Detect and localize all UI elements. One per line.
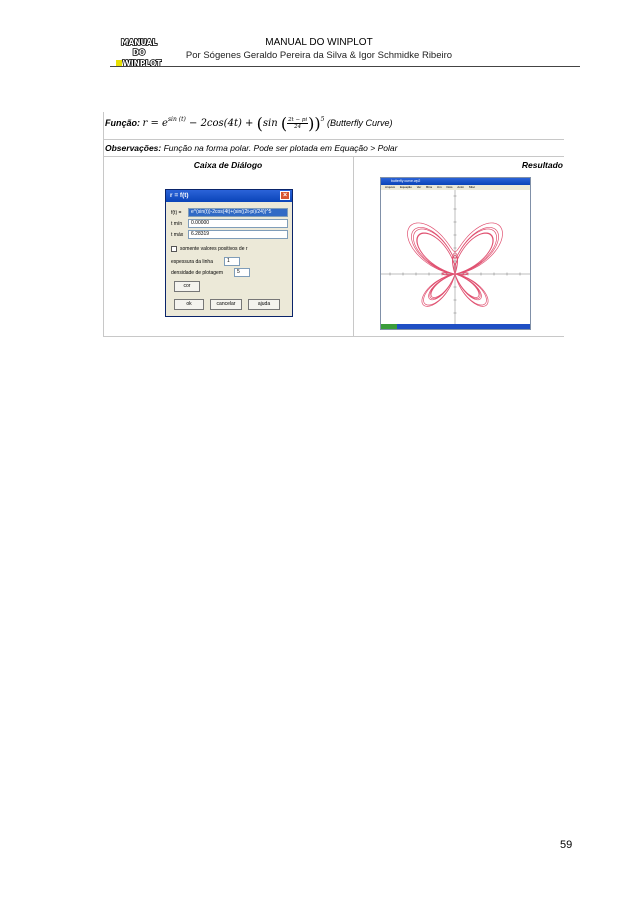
table-divider [103,139,564,140]
menu-item[interactable]: Anim [457,185,465,189]
tmax-field[interactable]: 6.28319 [188,230,288,239]
density-field[interactable]: 5 [234,268,250,277]
function-row [105,114,393,133]
page-number: 59 [560,839,573,851]
density-label: densidade de plotagem [171,270,223,276]
menu-item[interactable]: Ver [416,185,422,189]
menu-item[interactable]: Misc [468,185,476,189]
header-subtitle: Por Sógenes Geraldo Pereira da Silva & Igor Schmidke Ribeiro [185,50,453,61]
result-window-title: butterfly curve.wp2 [391,178,421,183]
table-left-border [103,112,104,337]
logo-line-2: DO [132,48,146,57]
start-button[interactable] [381,324,397,329]
function-formula: $r = e^{sin (t)} - 2\cos(4t) + (\sin$ ( $\frac{2t - pi}{24}$ ))$^5$ [142,114,325,133]
theta-field[interactable]: e^(sin(t))-2cos(4t)+(sin((2t-pi)/24))^5 [188,208,288,217]
positive-only-checkbox[interactable] [171,246,177,252]
column-header-result: Resultado [521,160,563,170]
header-title: MANUAL DO WINPLOT [265,37,373,48]
ok-button[interactable]: ok [174,299,204,310]
dialog-title: r = f(t) [170,192,189,199]
dialog-window [165,189,293,317]
tmin-label: t mín [171,221,183,227]
column-divider [353,156,354,337]
menu-item[interactable]: Arquivo [385,185,396,189]
tmin-field[interactable]: 0.00000 [188,219,288,228]
menu-item[interactable]: Dois [446,185,453,189]
menu-item[interactable]: Um [436,185,442,189]
table-divider [103,156,564,157]
menu-item[interactable]: Equação [400,185,412,189]
observations-row [105,143,397,153]
thickness-field[interactable]: 1 [224,257,240,266]
positive-only-label: somente valores positivos de r [180,246,248,252]
table-bottom-border [103,336,564,337]
function-label: Função: [105,118,140,128]
color-button[interactable]: cor [174,281,200,292]
thickness-label: espessura da linha [171,259,213,265]
column-header-dialog: Caixa de Diálogo [193,160,263,170]
function-name: (Butterfly Curve) [327,118,393,128]
menu-item[interactable]: Btns [426,185,433,189]
observations-text: Função na forma polar. Pode ser plotada em Equação > Polar [163,143,398,153]
logo-line-1: MANUAL [121,38,157,47]
theta-label: f(t) = [171,210,182,216]
result-window [380,177,531,330]
cancel-button[interactable]: cancelar [210,299,242,310]
dialog-title-bar [166,190,292,202]
header-rule [110,66,580,67]
help-button[interactable]: ajuda [248,299,280,310]
tmax-label: t máx [171,232,184,238]
butterfly-plot [381,190,530,324]
taskbar [381,324,530,329]
observations-label: Observações: [105,143,162,153]
logo-line-3: WINPLOT [122,59,162,68]
result-title-bar [381,178,530,185]
close-icon[interactable]: × [280,191,290,200]
